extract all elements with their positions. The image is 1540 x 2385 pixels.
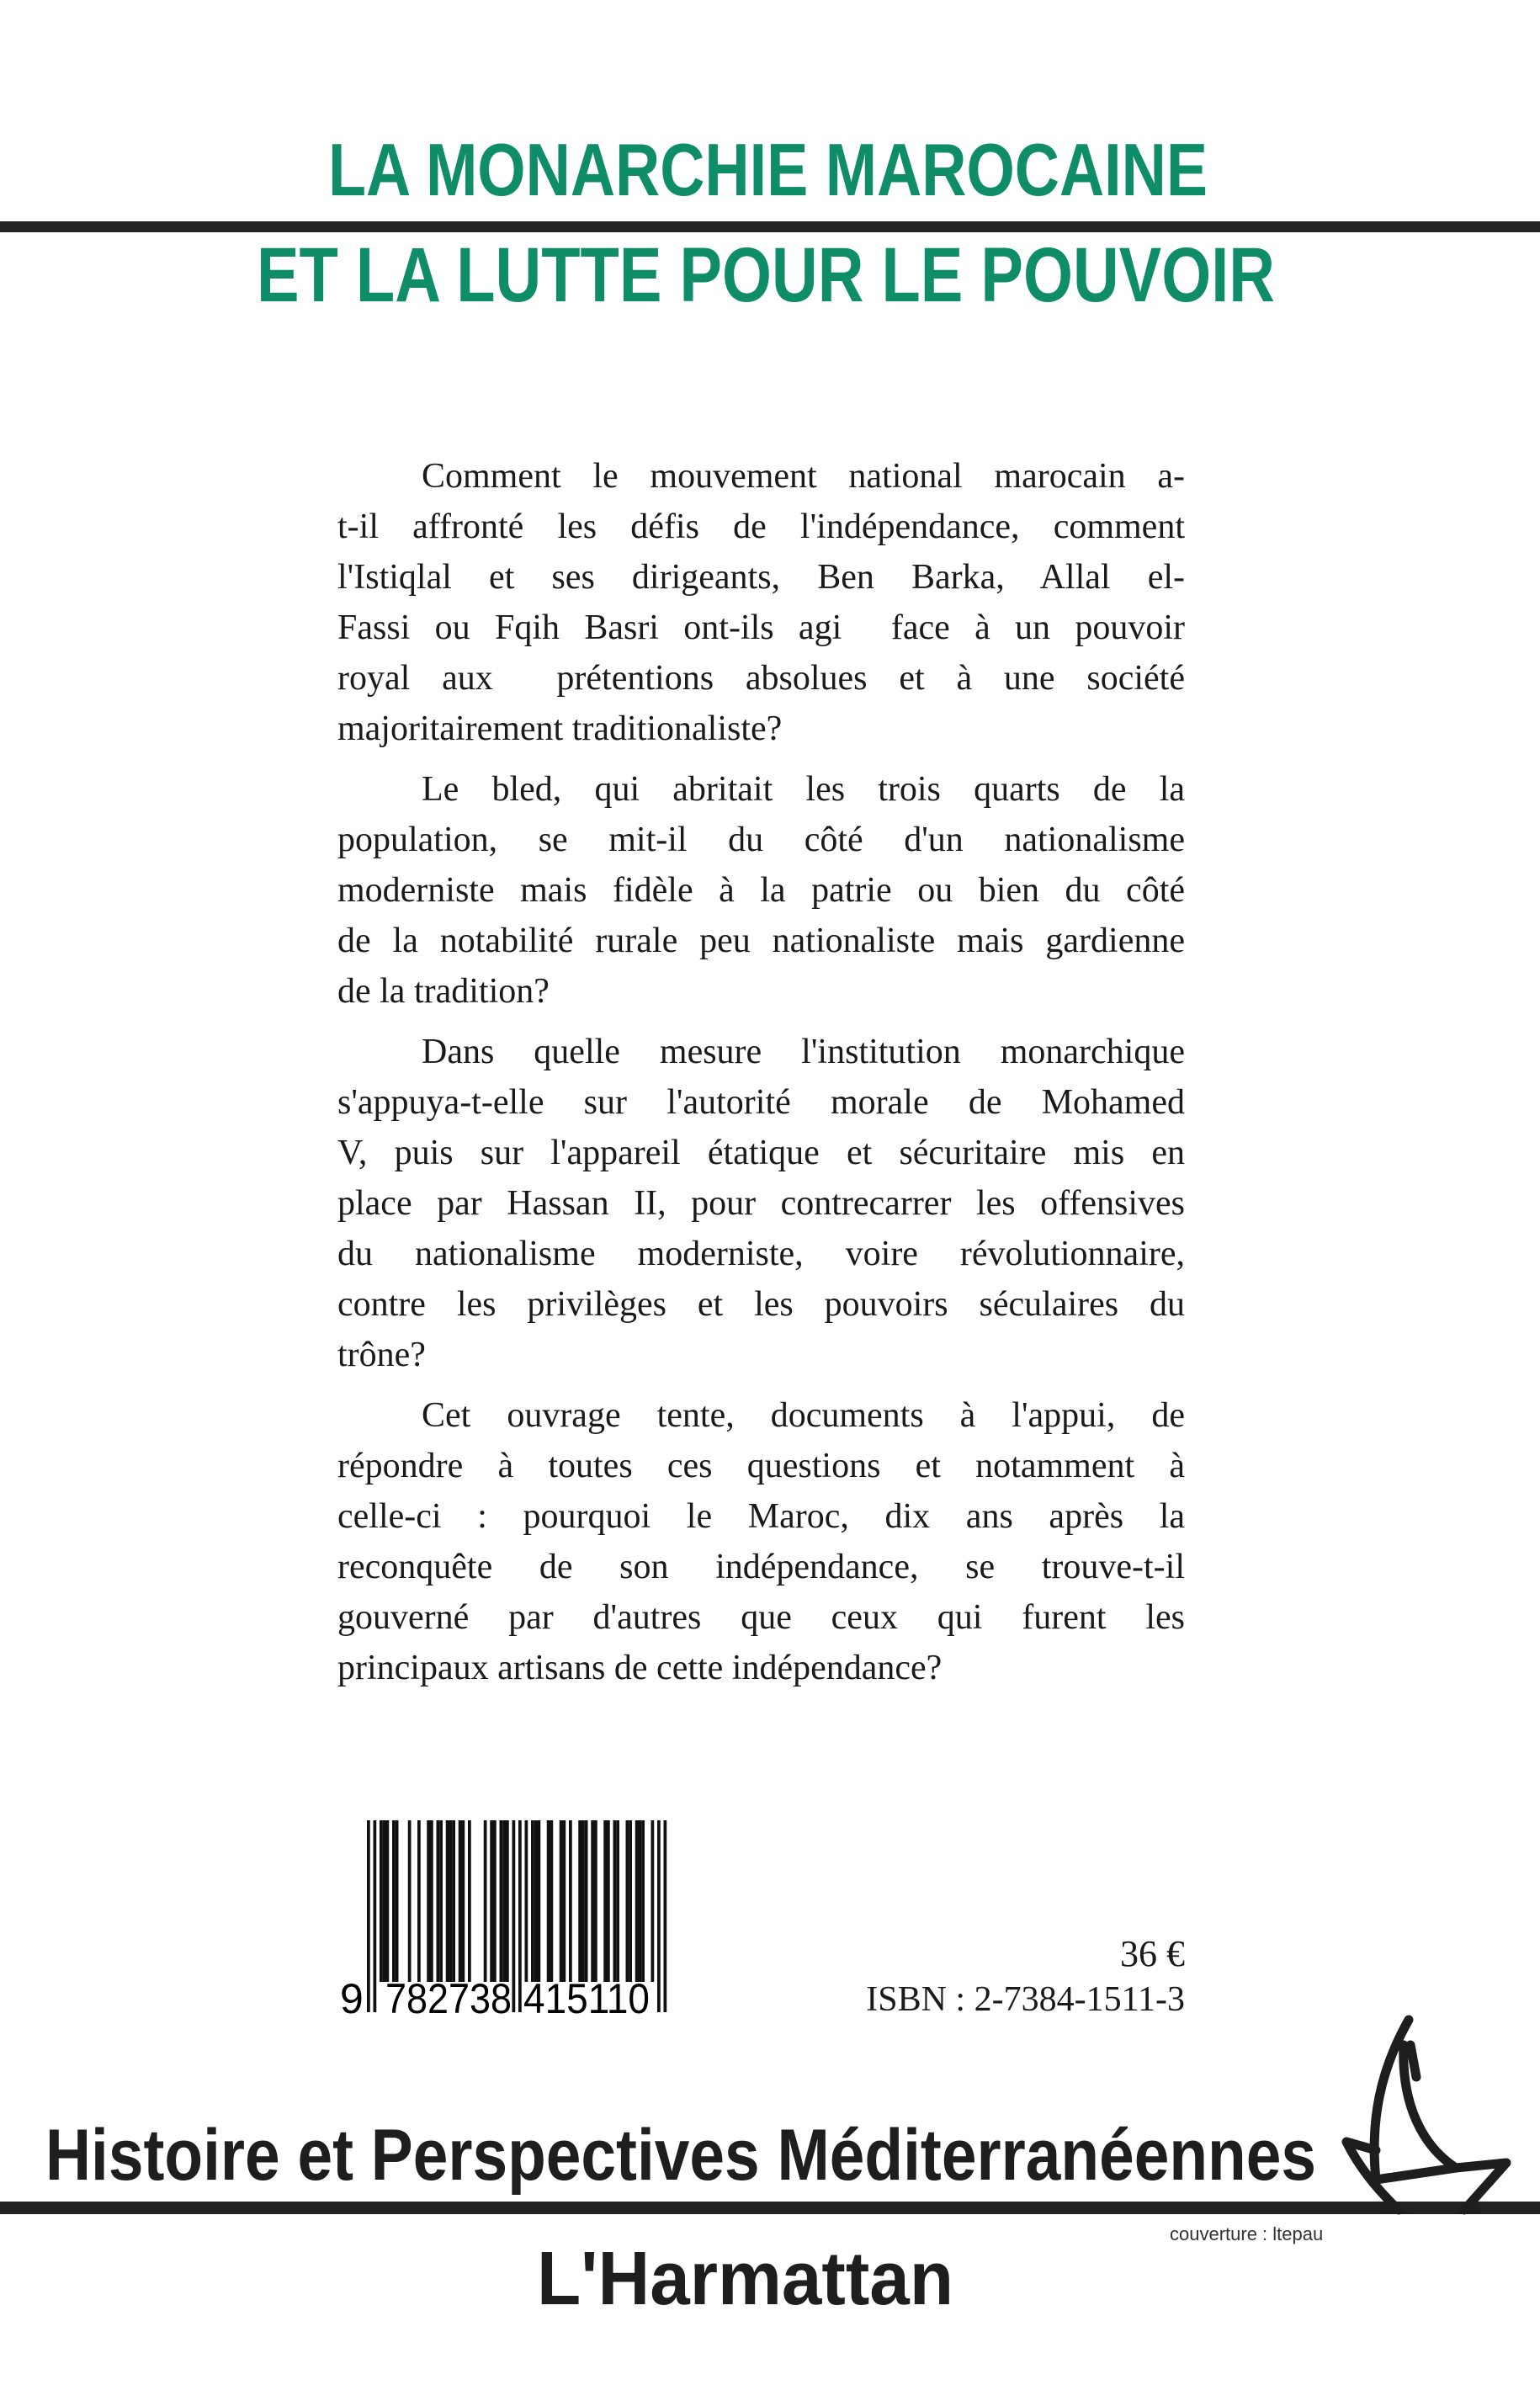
text-line: celle-ci : pourquoi le Maroc, dix ans après la <box>337 1497 1185 1536</box>
text-line: population, se mit-il du côté d'un nationalisme <box>337 821 1185 859</box>
back-cover-blurb <box>337 451 1185 1703</box>
barcode-bar <box>607 1820 610 1982</box>
barcode-bar <box>449 1820 453 1982</box>
barcode-bar <box>462 1820 465 1982</box>
barcode-bar <box>560 1820 563 1982</box>
sailboat-icon <box>1330 2011 1540 2222</box>
barcode-bar <box>427 1820 430 1982</box>
text-line: Cet ouvrage tente, documents à l'appui, de <box>422 1396 1185 1435</box>
barcode-bar <box>626 1820 629 1982</box>
title-line-1: LA MONARCHIE MAROCAINE <box>328 128 1208 211</box>
barcode-bar <box>367 1820 370 2012</box>
barcode-bar <box>581 1820 585 1982</box>
barcode-bar <box>484 1820 487 1982</box>
barcode-bar <box>452 1820 455 1982</box>
text-line: contre les privilèges et les pouvoirs séculaires du <box>337 1285 1185 1324</box>
text-line: gouverné par d'autres que ceux qui furent les <box>337 1598 1185 1637</box>
text-line: de la notabilité rurale peu nationaliste mais gardienne <box>337 922 1185 960</box>
price: 36 € <box>1120 1933 1185 1974</box>
barcode-bar <box>502 1820 506 1982</box>
barcode-bar <box>578 1820 581 1982</box>
cover-credit: couverture : ltepau <box>1170 2223 1324 2244</box>
paragraph <box>337 1027 1185 1380</box>
barcode-bar <box>657 1820 661 2012</box>
isbn: ISBN : 2-7384-1511-3 <box>866 1980 1185 2019</box>
text-line: s'appuya-t-elle sur l'autorité morale de Mohamed <box>337 1083 1185 1122</box>
barcode-bar <box>468 1820 471 1982</box>
text-line: t-il affronté les défis de l'indépendance, comment <box>337 507 1185 546</box>
barcode-bar <box>392 1820 396 1982</box>
text-line: Fassi ou Fqih Basri ont-ils agi face à un pouvoir <box>337 608 1185 647</box>
barcode-bar <box>408 1820 412 1982</box>
text-line: Le bled, qui abritait les trois quarts de la <box>422 770 1185 809</box>
barcode-bar <box>563 1820 566 1982</box>
series-divider <box>0 2202 1540 2214</box>
publisher-logo <box>0 2230 1540 2323</box>
text-line: principaux artisans de cette indépendance? <box>337 1649 943 1687</box>
barcode-bar <box>386 1820 390 1982</box>
barcode-first-digit: 9 <box>340 1975 364 2020</box>
text-line: répondre à toutes ces questions et notamment à <box>337 1447 1185 1485</box>
barcode-bar <box>585 1820 588 1982</box>
barcode-bar <box>383 1820 386 1982</box>
barcode-bar <box>512 1820 516 2012</box>
text-line: majoritairement traditionaliste? <box>337 709 783 748</box>
paragraph <box>337 451 1185 754</box>
barcode-bar <box>430 1820 433 1982</box>
series-title <box>0 2087 1540 2196</box>
series-title-text: Histoire et Perspectives Méditerranéennes <box>45 2115 1316 2196</box>
text-line: de la tradition? <box>337 972 550 1011</box>
barcode-bar <box>446 1820 449 1982</box>
barcode-bar <box>439 1820 443 1982</box>
barcode-bar <box>490 1820 493 1982</box>
barcode-bar <box>603 1820 607 1982</box>
barcode-bar <box>518 1820 522 2012</box>
barcode-bar <box>613 1820 617 1982</box>
barcode-bar <box>651 1820 655 1982</box>
text-line: reconquête de son indépendance, se trouve-t-il <box>337 1548 1185 1586</box>
barcode-bar <box>374 1820 377 2012</box>
barcode-bar <box>591 1820 594 1982</box>
barcode-bar <box>500 1820 503 1982</box>
barcode-bar <box>569 1820 572 1982</box>
barcode-bar <box>550 1820 554 1982</box>
barcode-right-digits: 415110 <box>523 1975 650 2020</box>
barcode-bar <box>547 1820 550 1982</box>
text-line: royal aux prétentions absolues et à une société <box>337 659 1185 698</box>
paragraph <box>337 1390 1185 1693</box>
barcode-bar <box>437 1820 440 1982</box>
text-line: Comment le mouvement national marocain a- <box>422 457 1185 496</box>
barcode-bar <box>380 1820 383 1982</box>
barcode-bar <box>506 1820 509 1982</box>
text-line: moderniste mais fidèle à la patrie ou bien du côté <box>337 871 1185 910</box>
barcode-bar <box>493 1820 497 1982</box>
text-line: Dans quelle mesure l'institution monarchique <box>422 1033 1185 1071</box>
barcode-bar <box>459 1820 462 1982</box>
barcode-left-digits: 782738 <box>385 1975 512 2020</box>
barcode-bar <box>629 1820 632 1982</box>
title-line-2: ET LA LUTTE POUR LE POUVOIR <box>257 232 1275 318</box>
barcode-bar <box>531 1820 534 1982</box>
barcode-bar <box>616 1820 619 1982</box>
text-line: l'Istiqlal et ses dirigeants, Ben Barka, Allal el- <box>337 558 1185 597</box>
barcode-bar <box>594 1820 597 1982</box>
barcode-bar <box>635 1820 639 1982</box>
barcode-bar <box>639 1820 642 1982</box>
text-line: trône? <box>337 1336 426 1374</box>
publisher-name: L'Harmattan <box>537 2237 953 2321</box>
barcode-bar <box>396 1820 399 1982</box>
barcode-bar <box>417 1820 421 1982</box>
text-line: V, puis sur l'appareil étatique et sécuritaire mis en <box>337 1134 1185 1172</box>
barcode-bar <box>664 1820 667 2012</box>
text-line: place par Hassan II, pour contrecarrer les offensives <box>337 1184 1185 1223</box>
barcode <box>337 1818 690 2020</box>
barcode-bar <box>525 1820 528 1982</box>
barcode-bar <box>538 1820 541 1982</box>
paragraph <box>337 764 1185 1017</box>
title-divider <box>0 221 1540 232</box>
text-line: du nationalisme moderniste, voire révolutionnaire, <box>337 1235 1185 1273</box>
barcode-bar <box>534 1820 538 1982</box>
barcode-bar <box>641 1820 645 1982</box>
